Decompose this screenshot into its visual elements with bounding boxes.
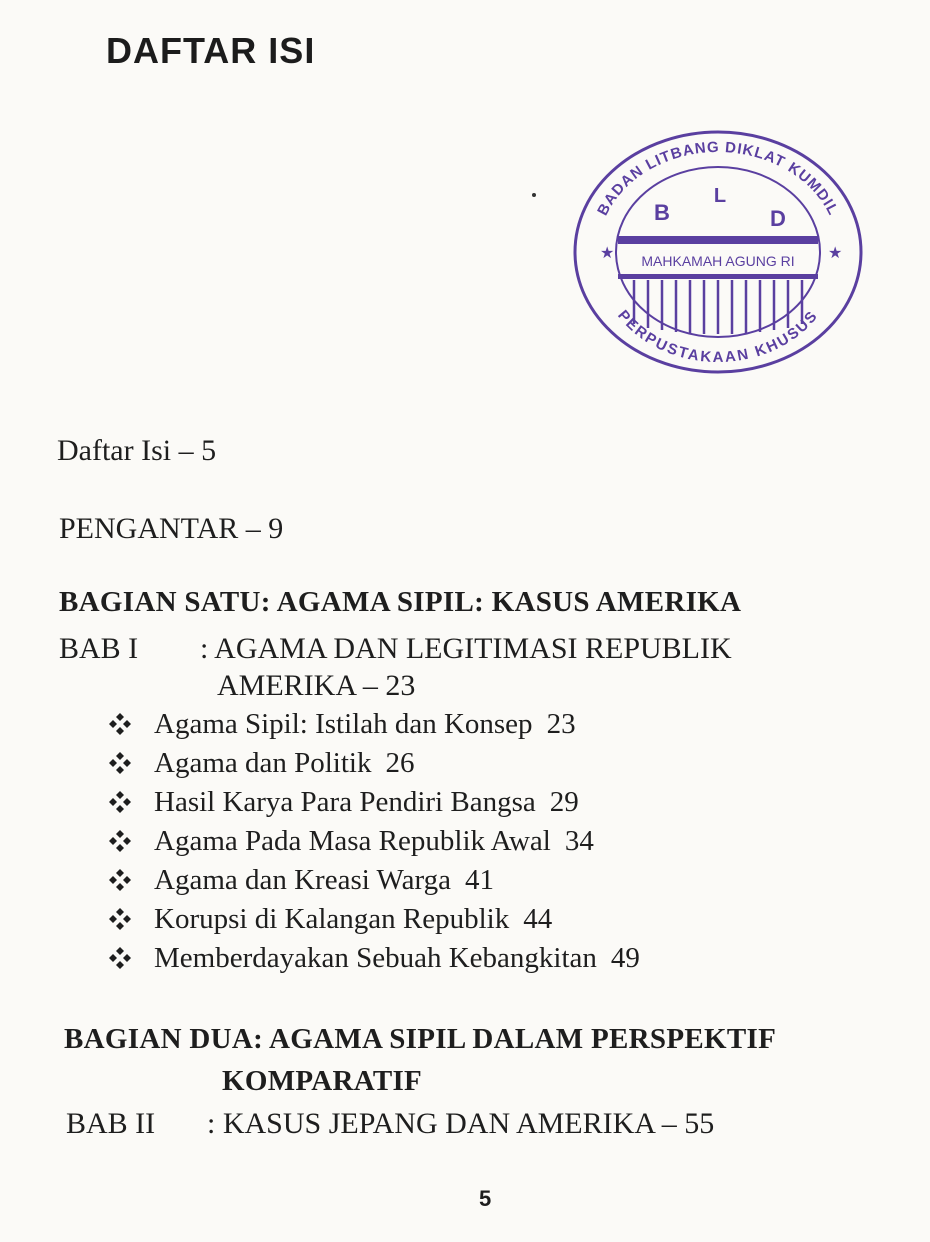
diamond-bullet-icon	[108, 751, 132, 775]
section-title: Agama dan Kreasi Warga	[154, 863, 451, 896]
chapter-two-title: : KASUS JEPANG DAN AMERIKA – 55	[207, 1107, 715, 1140]
part-two-title-line2: KOMPARATIF	[222, 1065, 423, 1097]
section-title: Memberdayakan Sebuah Kebangkitan	[154, 941, 597, 974]
diamond-bullet-icon	[108, 946, 132, 970]
toc-entry-daftar-isi: Daftar Isi – 5	[57, 434, 217, 467]
stamp-star-right: ★	[828, 245, 843, 262]
section-page: 34	[564, 824, 594, 857]
section-item	[108, 782, 640, 821]
chapter-one-title-line1: : AGAMA DAN LEGITIMASI REPUBLIK	[200, 632, 732, 665]
section-page: 29	[549, 785, 579, 818]
diamond-bullet-icon	[108, 907, 132, 931]
diamond-bullet-icon	[108, 712, 132, 736]
chapter-one-sections	[108, 704, 640, 977]
stamp-letter-l: L	[713, 185, 727, 207]
stamp-bottom-text: PERPUSTAKAAN KHUSUS	[614, 306, 822, 367]
diamond-bullet-icon	[108, 868, 132, 892]
page-title: DAFTAR ISI	[106, 30, 316, 71]
section-item	[108, 860, 640, 899]
chapter-two-label: BAB II	[66, 1107, 156, 1140]
diamond-bullet-icon	[108, 790, 132, 814]
section-page: 26	[385, 746, 415, 779]
section-title: Agama Pada Masa Republik Awal	[154, 824, 551, 857]
stamp-band-text: MAHKAMAH AGUNG RI	[641, 253, 795, 269]
ink-speck	[532, 193, 536, 197]
section-page: 23	[546, 707, 576, 740]
stamp-top-text: BADAN LITBANG DIKLAT KUMDIL	[594, 138, 842, 219]
toc-entry-pengantar: PENGANTAR – 9	[59, 512, 284, 545]
stamp-letter-d: D	[770, 206, 786, 231]
section-item	[108, 743, 640, 782]
stamp-band-top	[618, 236, 818, 244]
section-item	[108, 704, 640, 743]
part-two-title-line1: BAGIAN DUA: AGAMA SIPIL DALAM PERSPEKTIF	[64, 1023, 777, 1055]
stamp-star-left: ★	[600, 245, 615, 262]
section-item	[108, 821, 640, 860]
section-page: 49	[610, 941, 640, 974]
diamond-bullet-icon	[108, 829, 132, 853]
stamp-columns	[634, 280, 802, 334]
page-number: 5	[479, 1186, 492, 1211]
section-item	[108, 938, 640, 977]
library-stamp	[570, 128, 870, 378]
chapter-one-label: BAB I	[59, 632, 139, 665]
stamp-band-bottom	[618, 274, 818, 279]
section-page: 44	[523, 902, 553, 935]
section-title: Hasil Karya Para Pendiri Bangsa	[154, 785, 536, 818]
section-title: Korupsi di Kalangan Republik	[154, 902, 510, 935]
chapter-one-title-line2: AMERIKA – 23	[217, 669, 416, 702]
section-page: 41	[464, 863, 494, 896]
part-one-title: BAGIAN SATU: AGAMA SIPIL: KASUS AMERIKA	[59, 586, 742, 618]
section-title: Agama Sipil: Istilah dan Konsep	[154, 707, 533, 740]
section-item	[108, 899, 640, 938]
section-title: Agama dan Politik	[154, 746, 372, 779]
stamp-letter-b: B	[654, 200, 670, 225]
